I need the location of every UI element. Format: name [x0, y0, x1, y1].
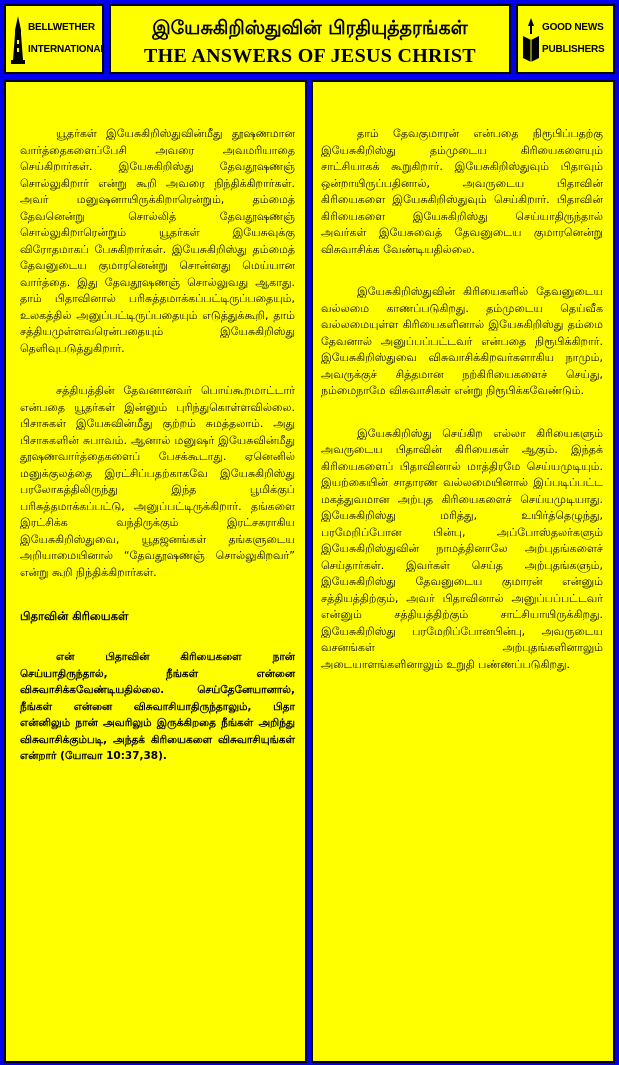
left-logo-line1: BELLWETHER [28, 22, 95, 33]
paragraph: இயேசுகிறிஸ்து செய்கிற எல்லா கிரியைகளும் அவருடைய பிதாவின் கிரியைகள் ஆகும். இந்தக் கிரியைகளைப் பிதாவினால் மாத்திரமே செய்யமுடியும். இயற்கையின் சாதாரண வல்லமையினால் இப்படிப்பட்ட மகத்துவமான அற்புத கிரியைகளைச் செய்யமுடியாது. இயேசுகிறிஸ்து மரித்து, உயிர்த்தெழுந்து, பரமேறிப்போன பின்பு, அப்போஸ்தலர்களும் இயேசுகிறிஸ்துவின் நாமத்தினாலே அற்புதங்களைச் செய்தார்கள். இவர்கள் செய்த அற்புதங்களும், இயேசுகிறிஸ்து தேவனுடைய குமாரன் என்னும் சத்தியத்திற்கும், அவர் பிதாவினால் அனுப்பப்பட்டவர் என்னும் சத்தியத்திற்கும் சாட்சியாயிருக்கிறது. இயேசுகிறிஸ்து பரமேறிப்போனபின்பு, அவருடைய வசனங்கள் அற்புதங்களினாலும் அடையாளங்களினாலும் உறுதி பண்ணப்படுகிறது. [321, 426, 603, 671]
right-column [311, 80, 615, 1063]
good-news-logo [516, 4, 615, 74]
paragraph: தாம் தேவகுமாரன் என்பதை நிரூபிப்பதற்கு இயேசுகிறிஸ்து தம்முடைய கிரியைகளையும் சாட்சியாகக் கூறுகிறார். இயேசுகிறிஸ்துவும் பிதாவும் ஒன்றாயிருப்பதினால், அவருடைய பிதாவின் கிரியைகளை இயேசுகிறிஸ்துவும் செய்கிறார். பிதாவின் கிரியைகளை இயேசுகிறிஸ்து செய்யாதிருந்தால் அவர்கள் இயேசுவைத் தேவனுடைய குமாரனென்று விசுவாசிக்க வேண்டியதில்லை. [321, 127, 603, 256]
paragraph: யூதர்கள் இயேசுகிறிஸ்துவின்மீது தூஷணமான வார்த்தைகளைப்பேசி அவரை அவமரியாதை செய்கிறார்கள். இயேசுகிறிஸ்து தேவதூஷணஞ் சொல்லுகிறார் என்று கூறி அவரை நிந்திக்கிறார்கள். அவர் மனுஷனாயிருக்கிறாரென்றும், தம்மைத் தேவனென்று சொல்லித் தேவதூஷணஞ் சொல்லுகிறாரென்றும் யூதர்கள் இயேசுவுக்கு விரோதமாகப் பேசுகிறார்கள். இயேசுகிறிஸ்து தம்மைத் தேவனுடைய குமாரனென்று சொன்னது மெய்யான வார்த்தை. இது தேவதூஷணஞ் சொல்லுவது ஆகாது. தாம் பிதாவினால் பரிசுத்தமாக்கப்பட்டிருப்பதையும், உலகத்தில் அனுப்பட்டிருப்பதையும் எடுத்துக்கூறி, தாம் சத்தியமுள்ளவரென்பதையும் இயேசுகிறிஸ்து தெளிவுபடுத்துகிறார். [20, 127, 295, 355]
header-title [109, 4, 511, 74]
left-column [4, 80, 307, 1063]
paragraph: சத்தியத்தின் தேவனானவர் பொய்கூறமாட்டார் என்பதை யூதர்கள் இன்னும் புரிந்துகொள்ளவில்லை. பிசாசுகள் இயேசுவின்மீது குற்றம் சுமத்தலாம். அது பிசாசுகளின் சுபாவம். ஆனால் மனுஷர் இயேசுவின்மீது தூஷணவார்த்தைகளைப் பேசக்கூடாது. ஏனெனில் மனுக்குலத்தை இரட்சிப்பதற்காகவே இயேசுகிறிஸ்து பரலோகத்திலிருந்து இந்த பூமிக்குப் பரிசுத்தமாக்கப்பட்டு, அனுப்பட்டிருக்கிறார். தங்களை இரட்சிக்க வந்திருக்கும் இரட்சகராகிய இயேசுகிறிஸ்துவை, யூதஜனங்கள் தங்களுடைய அறியாமையினால் “தேவதூஷணஞ் சொல்லுகிறவர்” என்று கூறி நிந்திக்கிறார்கள். [20, 384, 295, 579]
right-logo-line2: PUBLISHERS [542, 44, 605, 55]
title-english: THE ANSWERS OF JESUS CHRIST [144, 45, 476, 67]
paragraph: இயேசுகிறிஸ்துவின் கிரியைகளில் தேவனுடைய வல்லமை காணப்படுகிறது. தம்முடைய தெய்வீக வல்லமையுள்ள கிரியைகளினால் இயேசுகிறிஸ்து தம்மை தேவனால் அனுப்பப்பட்டவர் என்பதை நிரூபிக்கிறார். இயேசுகிறிஸ்துவை விசுவாசிக்கிறவர்களாகிய நாமும், அவருக்குச் சித்தமான நற்கிரியைகளைச் செய்து, நம்மைநாமே விசுவாசிகள் என்று நிரூபிக்கவேண்டும். [321, 285, 603, 397]
right-logo-line1: GOOD NEWS [542, 22, 604, 33]
bellwether-logo [4, 4, 107, 74]
left-logo-line2: INTERNATIONAL [28, 44, 107, 55]
tower-icon [10, 16, 26, 64]
scripture-quote: என் பிதாவின் கிரியைகளை நான் செய்யாதிருந்தால், நீங்கள் என்னை விசுவாசிக்கவேண்டியதில்லை. செய்தேனேயானால், நீங்கள் என்னை விசுவாசியாதிருந்தாலும், பிதா என்னிலும் நான் அவரிலும் இருக்கிறதை நீங்கள் அறிந்து விசுவாசிக்கும்படி, அந்தக் கிரியைகளை விசுவாசியுங்கள் என்றார் (யோவா 10:37,38). [20, 651, 295, 762]
title-tamil: இயேசுகிறிஸ்துவின் பிரதியுத்தரங்கள் [152, 17, 468, 39]
section-heading: பிதாவின் கிரியைகள் [20, 609, 129, 623]
book-icon [522, 18, 540, 62]
